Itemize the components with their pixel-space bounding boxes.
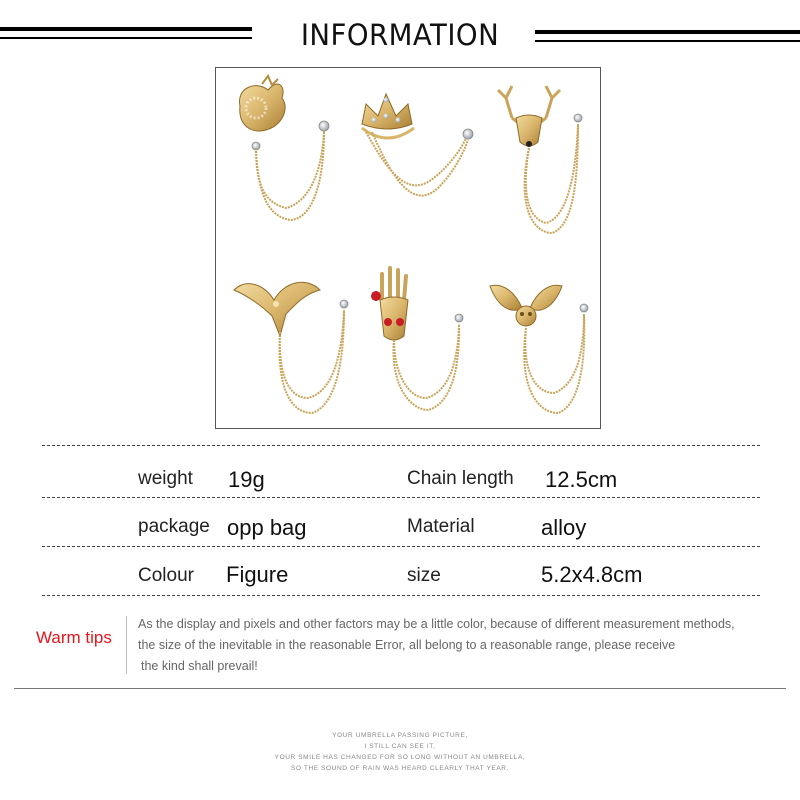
- deer-brooch: [498, 86, 582, 233]
- header-bar-left-thin: [0, 37, 252, 39]
- warm-tips-label: Warm tips: [36, 628, 112, 647]
- winged-skull-brooch: [490, 285, 588, 413]
- spec-package-value: opp bag: [227, 515, 307, 540]
- crown-brooch: [362, 94, 473, 196]
- warm-tips-line-1: As the display and pixels and other factors may be a little color, because of different measurement methods,: [138, 617, 735, 631]
- divider-dashed: [42, 546, 760, 547]
- page-title: INFORMATION: [300, 18, 500, 52]
- eagle-brooch: [234, 282, 348, 413]
- spec-chain-label: Chain length: [407, 468, 514, 489]
- spec-material-label: Material: [407, 516, 475, 537]
- skeleton-hand-brooch: [371, 268, 463, 410]
- footer-line-1: YOUR UMBRELLA PASSING PICTURE,: [332, 732, 468, 739]
- footer-line-4: SO THE SOUND OF RAIN WAS HEARD CLEARLY THAT YEAR.: [291, 765, 509, 772]
- warm-tips-line-2: the size of the inevitable in the reasonable Error, all belong to a reasonable range, please receive: [138, 638, 676, 652]
- warm-tips-line-3: the kind shall prevail!: [141, 659, 258, 673]
- divider-dashed: [42, 497, 760, 498]
- product-photo: [215, 67, 601, 429]
- footer-line-2: I STILL CAN SEE IT,: [364, 743, 436, 750]
- footer-line-3: YOUR SMILE HAS CHANGED FOR SO LONG WITHOUT AN UMBRELLA,: [274, 754, 526, 761]
- spec-material-value: alloy: [541, 515, 587, 540]
- spec-chain-value: 12.5cm: [545, 467, 618, 492]
- header-bar-left-thick: [0, 27, 252, 31]
- spec-weight-label: weight: [138, 468, 193, 489]
- divider-rule: [14, 688, 786, 689]
- header-bar-right-thick: [535, 30, 800, 34]
- warm-tips-separator: [126, 616, 127, 674]
- spec-size-label: size: [407, 565, 441, 586]
- spec-colour-value: Figure: [226, 562, 289, 587]
- spec-size-value: 5.2x4.8cm: [541, 562, 643, 587]
- spec-weight-value: 19g: [228, 467, 265, 492]
- divider-dashed: [42, 595, 760, 596]
- dragon-brooch: [239, 76, 329, 220]
- spec-colour-label: Colour: [138, 565, 194, 586]
- header-bar-right-thin: [535, 40, 800, 42]
- divider-dashed: [42, 445, 760, 446]
- spec-package-label: package: [138, 516, 210, 537]
